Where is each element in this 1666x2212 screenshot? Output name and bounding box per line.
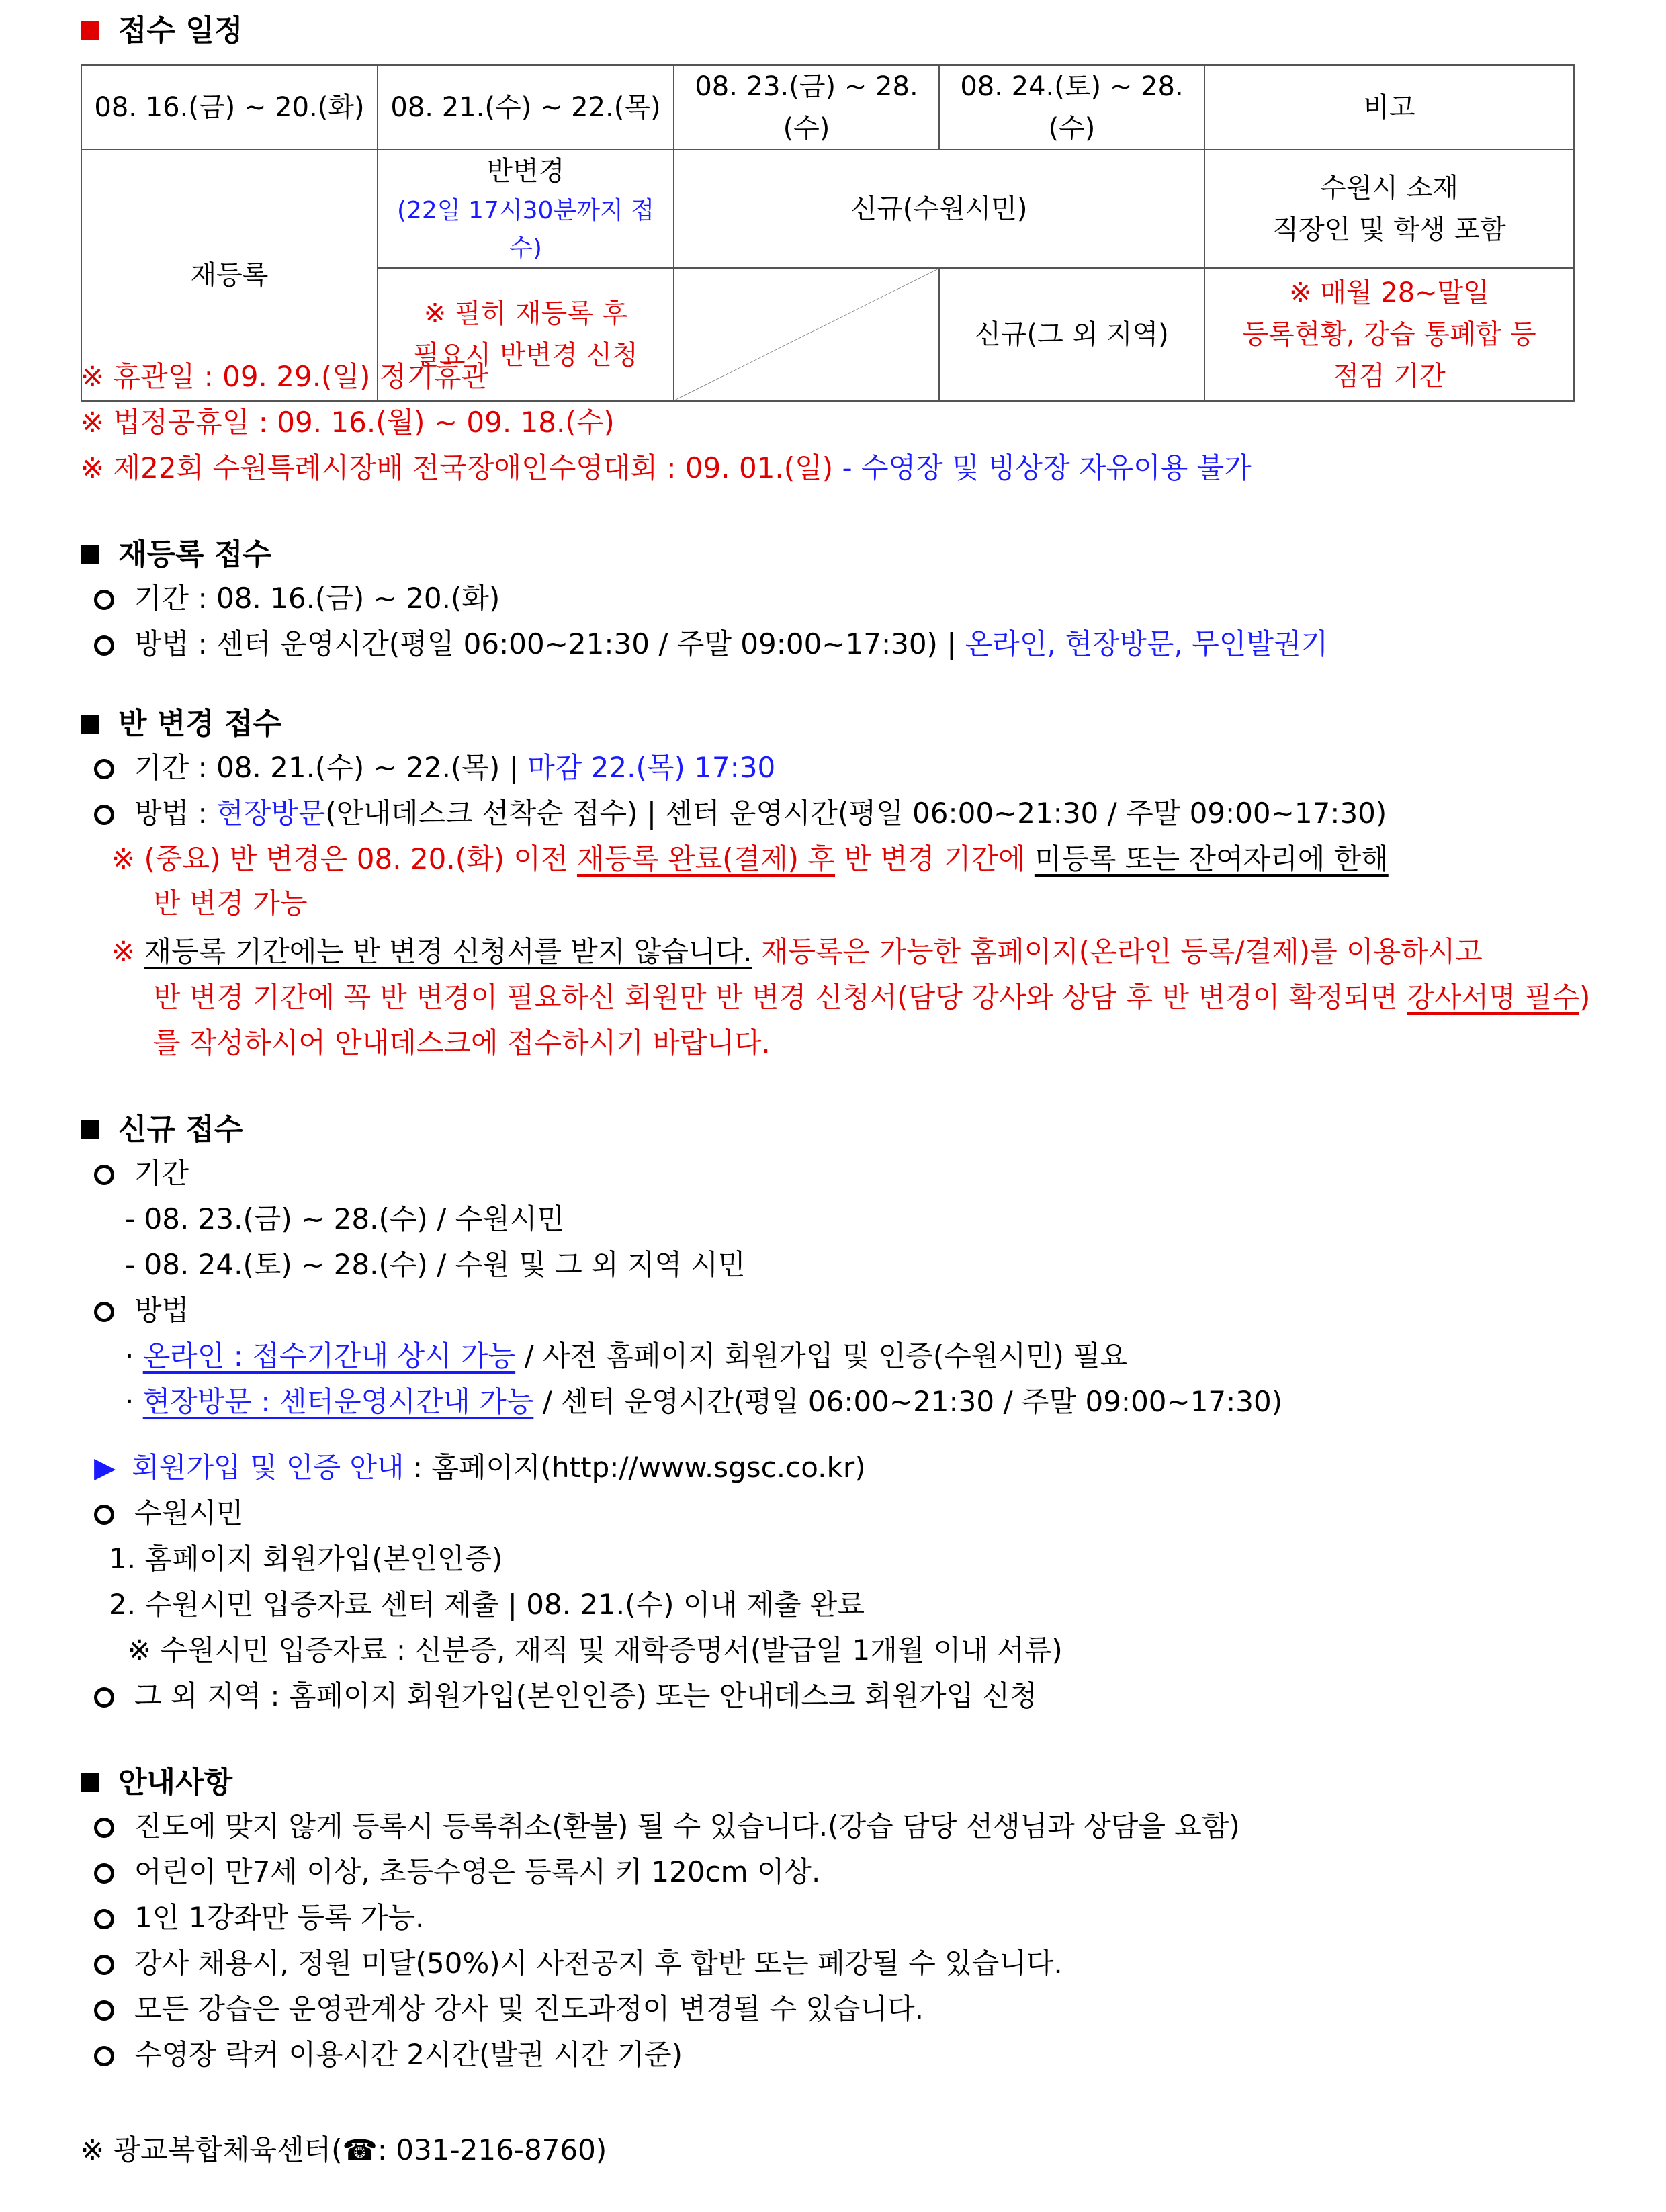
remark-line: 등록현황, 강습 통폐합 등 <box>1242 318 1536 350</box>
schedule-header-cell: 08. 21.(수) ~ 22.(목) <box>378 65 674 150</box>
new-other-cell: 신규(그 외 지역) <box>939 268 1204 401</box>
rereg-method: 방법 : 센터 운영시간(평일 06:00~21:30 / 주말 09:00~17:30) | 온라인, 현장방문, 무인발권기 <box>94 627 1328 661</box>
square-bullet-icon <box>81 545 99 564</box>
circle-bullet-icon <box>94 1165 114 1185</box>
circle-bullet-icon <box>94 590 114 610</box>
member-suwon-label: 수원시민 <box>94 1497 243 1530</box>
notice-item: 모든 강습은 운영관계상 강사 및 진도과정이 변경될 수 있습니다. <box>94 1992 924 2026</box>
new-period-item: - 08. 24.(토) ~ 28.(수) / 수원 및 그 외 지역 시민 <box>125 1248 746 1281</box>
new-method-label: 방법 <box>94 1294 189 1327</box>
contact-footer: ※ 광교복합체육센터(☎: 031-216-8760) <box>81 2133 607 2166</box>
event-note <box>81 451 1252 485</box>
circle-bullet-icon <box>94 1818 114 1838</box>
change-note-2: ※ 재등록 기간에는 반 변경 신청서를 받지 않습니다. 재등록은 가능한 홈페이지(온라인 등록/결제)를 이용하시고 <box>112 935 1483 968</box>
arrow-right-icon: ▶ <box>94 1451 116 1484</box>
notice-item: 수영장 락커 이용시간 2시간(발권 시간 기준) <box>94 2038 683 2072</box>
square-bullet-icon <box>81 715 99 734</box>
new-method-visit: · 현장방문 : 센터운영시간내 가능 / 센터 운영시간(평일 06:00~21:30 / 주말 09:00~17:30) <box>125 1385 1283 1418</box>
class-change-label: 반변경 <box>486 156 565 187</box>
closed-day-note: ※ 휴관일 : 09. 29.(일) 정기휴관 <box>81 360 489 393</box>
square-bullet-icon <box>81 1773 99 1792</box>
schedule-header-cell: 08. 24.(토) ~ 28.(수) <box>939 65 1204 150</box>
schedule-header-row <box>81 65 1574 150</box>
circle-bullet-icon <box>94 2046 114 2066</box>
rereg-period: 기간 : 08. 16.(금) ~ 20.(화) <box>94 582 500 615</box>
circle-bullet-icon <box>94 635 114 656</box>
circle-bullet-icon <box>94 1505 114 1525</box>
notice-item: 진도에 맞지 않게 등록시 등록취소(환불) 될 수 있습니다.(강습 담당 선생님과 상담을 요함) <box>94 1810 1240 1843</box>
member-proof-note: ※ 수원시민 입증자료 : 신분증, 재직 및 재학증명서(발급일 1개월 이내 서류) <box>128 1634 1063 1667</box>
reregister-cell: 재등록 <box>81 150 378 401</box>
circle-bullet-icon <box>94 1909 114 1929</box>
class-change-cell <box>378 150 674 268</box>
remark-line: 수원시 소재 <box>1320 172 1458 204</box>
square-bullet-icon <box>81 1120 99 1139</box>
change-method: 방법 : 현장방문(안내데스크 선착순 접수) | 센터 운영시간(평일 06:00~21:30 / 주말 09:00~17:30) <box>94 797 1387 830</box>
new-period-label: 기간 <box>94 1157 189 1190</box>
change-note-1: ※ (중요) 반 변경은 08. 20.(화) 이전 재등록 완료(결제) 후 반 변경 기간에 미등록 또는 잔여자리에 한해 <box>112 842 1389 875</box>
change-heading: 반 변경 접수 <box>81 707 281 742</box>
circle-bullet-icon <box>94 1955 114 1975</box>
remark-cell-2 <box>1204 268 1574 401</box>
circle-bullet-icon <box>94 1863 114 1884</box>
member-step: 2. 수원시민 입증자료 센터 제출 | 08. 21.(수) 이내 제출 완료 <box>109 1588 865 1621</box>
red-square-bullet-icon <box>81 21 99 40</box>
event-note-title: ※ 제22회 수원특례시장배 전국장애인수영대회 : 09. 01.(일) <box>81 451 842 484</box>
remark-line: 직장인 및 학생 포함 <box>1272 214 1506 245</box>
remark-cell-1 <box>1204 150 1574 268</box>
circle-bullet-icon <box>94 1687 114 1708</box>
class-change-note: ※ 필히 재등록 후 <box>423 298 628 329</box>
new-heading: 신규 접수 <box>81 1112 243 1148</box>
member-other-region: 그 외 지역 : 홈페이지 회원가입(본인인증) 또는 안내데스크 회원가입 신청 <box>94 1679 1037 1713</box>
circle-bullet-icon <box>94 2000 114 2021</box>
circle-bullet-icon <box>94 805 114 825</box>
member-step: 1. 홈페이지 회원가입(본인인증) <box>109 1542 503 1575</box>
schedule-header-cell: 08. 16.(금) ~ 20.(화) <box>81 65 378 150</box>
legal-holiday-note: ※ 법정공휴일 : 09. 16.(월) ~ 09. 18.(수) <box>81 406 615 439</box>
new-suwon-cell: 신규(수원시민) <box>674 150 1204 268</box>
circle-bullet-icon <box>94 1302 114 1322</box>
rereg-heading: 재등록 접수 <box>81 537 271 573</box>
class-change-deadline: (22일 17시30분까지 접수) <box>396 197 654 262</box>
notice-item: 어린이 만7세 이상, 초등수영은 등록시 키 120cm 이상. <box>94 1855 820 1889</box>
schedule-row <box>81 150 1574 268</box>
change-note-2-end: 를 작성하시어 안내데스크에 접수하시기 바랍니다. <box>153 1026 771 1059</box>
change-note-2-cont: 반 변경 기간에 꼭 반 변경이 필요하신 회원만 반 변경 신청서(담당 강사와 상담 후 반 변경이 확정되면 강사서명 필수) <box>153 981 1591 1014</box>
circle-bullet-icon <box>94 759 114 779</box>
diagonal-line <box>674 269 938 400</box>
member-guide-title: ▶ 회원가입 및 인증 안내 : 홈페이지(http://www.sgsc.co.kr) <box>94 1451 866 1484</box>
new-period-item: - 08. 23.(금) ~ 28.(수) / 수원시민 <box>125 1202 564 1235</box>
remark-line: ※ 매월 28~말일 <box>1289 277 1489 308</box>
class-change-note: 필요시 반변경 신청 <box>413 339 638 371</box>
change-period: 기간 : 08. 21.(수) ~ 22.(목) | 마감 22.(목) 17:30 <box>94 751 775 785</box>
notice-heading: 안내사항 <box>81 1765 232 1801</box>
notice-item: 강사 채용시, 정원 미달(50%)시 사전공지 후 합반 또는 폐강될 수 있습니다. <box>94 1947 1063 1980</box>
schedule-heading: 접수 일정 <box>81 13 243 49</box>
schedule-table <box>81 64 1575 402</box>
remark-line: 점검 기간 <box>1333 360 1446 392</box>
change-note-1-cont: 반 변경 가능 <box>153 887 308 920</box>
schedule-header-cell: 비고 <box>1204 65 1574 150</box>
new-method-online: · 온라인 : 접수기간내 상시 가능 / 사전 홈페이지 회원가입 및 인증(수원시민) 필요 <box>125 1339 1128 1372</box>
schedule-header-cell: 08. 23.(금) ~ 28.(수) <box>674 65 939 150</box>
event-note-detail: - 수영장 및 빙상장 자유이용 불가 <box>842 451 1252 484</box>
notice-item: 1인 1강좌만 등록 가능. <box>94 1901 424 1935</box>
empty-diagonal-cell <box>674 268 939 401</box>
